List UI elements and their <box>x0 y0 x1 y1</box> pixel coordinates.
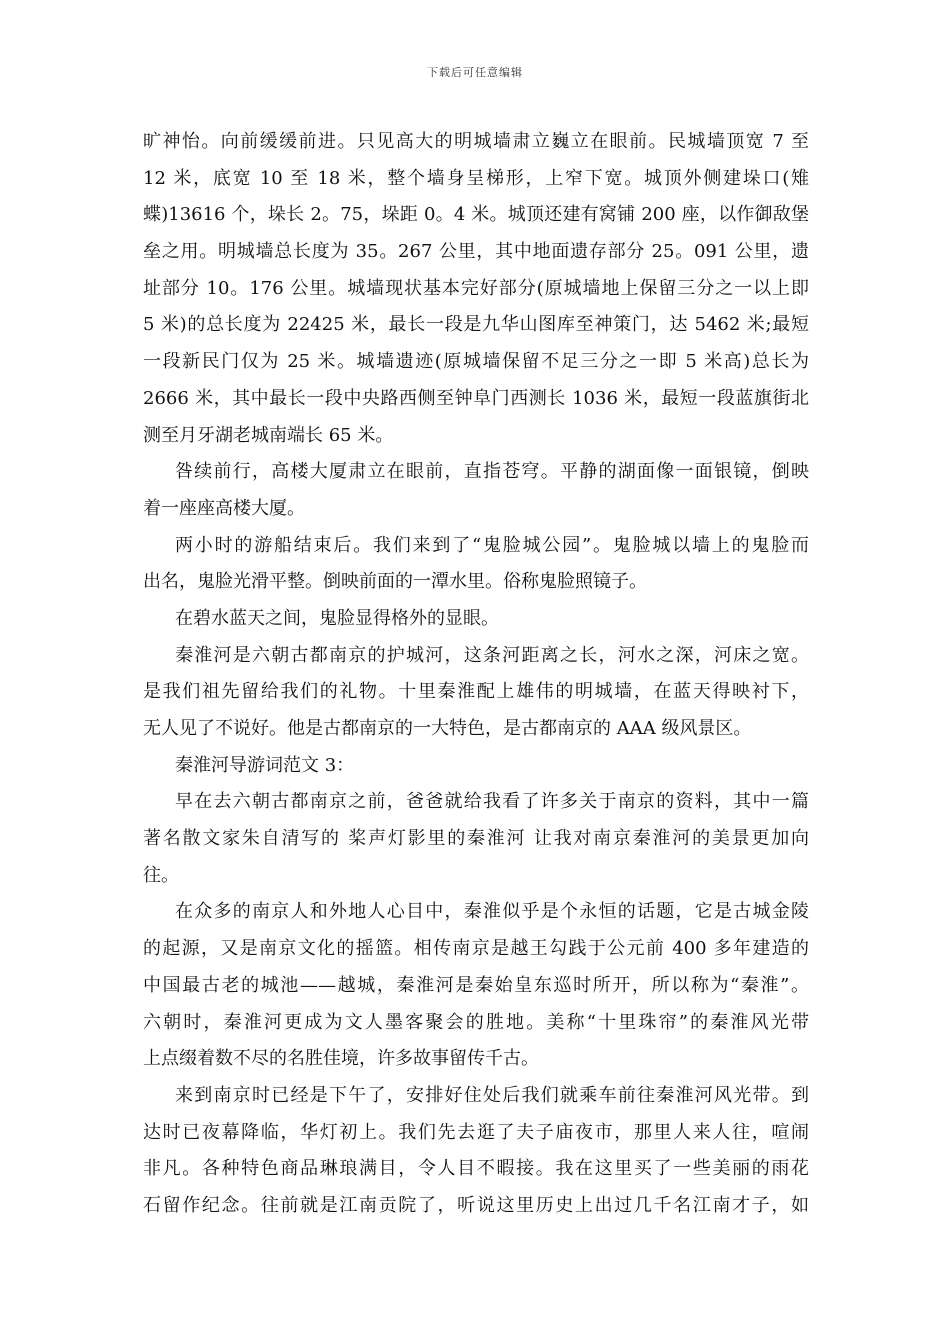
text-line: 两小时的游船结束后。我们来到了“鬼脸城公园”。鬼脸城以墙上的鬼脸而 <box>175 534 809 556</box>
text-line: 是我们祖先留给我们的礼物。十里秦淮配上雄伟的明城墙，在蓝天得映衬下， <box>143 681 809 703</box>
text-line: 非凡。各种特色商品琳琅满目，令人目不暇接。我在这里买了一些美丽的雨花 <box>143 1158 809 1180</box>
text-line: 2666 米，其中最长一段中央路西侧至钟阜门西测长 1036 米，最短一段蓝旗街北 <box>143 387 809 409</box>
text-line: 上点缀着数不尽的名胜佳境，许多故事留传千古。 <box>143 1048 539 1070</box>
text-line: 六朝时，秦淮河更成为文人墨客聚会的胜地。美称“十里珠帘”的秦淮风光带 <box>143 1011 809 1033</box>
text-line: 著名散文家朱自清写的 桨声灯影里的秦淮河 让我对南京秦淮河的美景更加向 <box>143 828 809 850</box>
text-line: 的起源，又是南京文化的摇篮。相传南京是越王勾践于公元前 400 多年建造的 <box>143 938 809 960</box>
text-line: 无人见了不说好。他是古都南京的一大特色，是古都南京的 AAA 级风景区。 <box>143 718 752 739</box>
text-line: 达时已夜幕降临，华灯初上。我们先去逛了夫子庙夜市，那里人来人往，喧闹 <box>143 1121 809 1143</box>
text-line: 中国最古老的城池——越城，秦淮河是秦始皇东巡时所开，所以称为“秦淮”。 <box>143 974 809 996</box>
text-line: 往。 <box>143 864 179 886</box>
text-line: 秦淮河是六朝古都南京的护城河，这条河距离之长，河水之深，河床之宽。 <box>175 644 809 666</box>
text-line: 址部分 10。176 公里。城墙现状基本完好部分(原城墙地上保留三分之一以上即 <box>143 277 809 299</box>
page-header: 下载后可任意编辑 <box>427 66 523 79</box>
text-line: 测至月牙湖老城南端长 65 米。 <box>143 424 394 446</box>
text-line: 秦淮河导游词范文 3： <box>175 754 355 776</box>
text-line: 石留作纪念。往前就是江南贡院了，听说这里历史上出过几千名江南才子，如 <box>143 1194 809 1216</box>
text-line: 旷神怡。向前缓缓前进。只见高大的明城墙肃立巍立在眼前。民城墙顶宽 7 至 <box>143 131 809 152</box>
text-line: 一段新民门仅为 25 米。城墙遗迹(原城墙保留不足三分之一即 5 米高)总长为 <box>143 351 809 373</box>
text-line: 蝶)13616 个，垛长 2。75，垛距 0。4 米。城顶还建有窝铺 200 座，以作御敌堡 <box>143 204 809 226</box>
text-line: 在众多的南京人和外地人心目中，秦淮似乎是个永恒的话题，它是古城金陵 <box>175 901 809 923</box>
text-line: 咎续前行，高楼大厦肃立在眼前，直指苍穹。平静的湖面像一面银镜，倒映 <box>175 461 809 483</box>
text-line: 出名，鬼脸光滑平整。倒映前面的一潭水里。俗称鬼脸照镜子。 <box>143 571 647 593</box>
text-line: 垒之用。明城墙总长度为 35。267 公里，其中地面遗存部分 25。091 公里，遗 <box>143 241 809 263</box>
text-line: 在碧水蓝天之间，鬼脸显得格外的显眼。 <box>175 607 499 629</box>
document-body <box>143 124 809 1225</box>
text-line: 来到南京时已经是下午了，安排好住处后我们就乘车前往秦淮河风光带。到 <box>175 1084 809 1106</box>
text-line: 早在去六朝古都南京之前，爸爸就给我看了许多关于南京的资料，其中一篇 <box>175 791 809 813</box>
text-line: 着一座座高楼大厦。 <box>143 497 305 519</box>
text-line: 12 米，底宽 10 至 18 米，整个墙身呈梯形，上窄下宽。城顶外侧建垛口(雉 <box>143 167 809 189</box>
text-line: 5 米)的总长度为 22425 米，最长一段是九华山图库至神策门，达 5462 米;最短 <box>143 314 809 336</box>
